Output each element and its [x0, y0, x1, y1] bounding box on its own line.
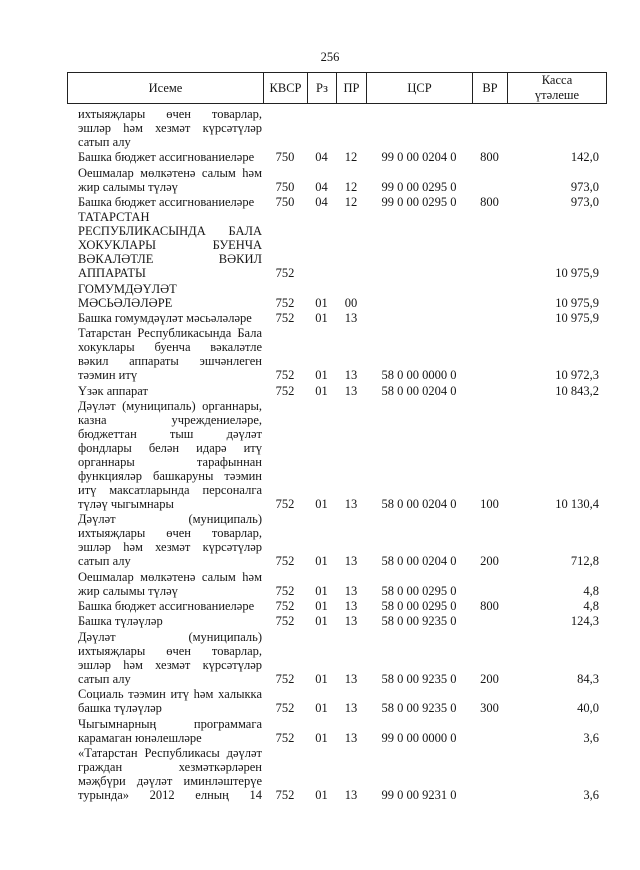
csr-cell: 58 0 00 0295 0 [381, 583, 457, 598]
kvsr-cell: 752 [275, 614, 295, 629]
row-name [67, 570, 263, 598]
row-name [67, 630, 263, 686]
row-name [67, 599, 263, 613]
row-name-line: Татарстан Республикасында Бала [78, 326, 262, 341]
kvsr-cell: 752 [275, 599, 295, 614]
csr-cell: 99 0 00 0000 0 [381, 730, 457, 745]
row-name [67, 107, 263, 149]
pr-cell: 12 [344, 150, 358, 165]
header-kassa [507, 72, 607, 104]
kvsr-cell: 752 [275, 497, 295, 512]
row-name-line: хокуклары буенча вәкаләтле [78, 340, 262, 355]
pr-cell: 13 [344, 701, 358, 716]
amount-cell: 4,8 [583, 583, 599, 598]
row-name [67, 399, 263, 511]
table-row [67, 717, 607, 745]
amount-cell: 10 843,2 [555, 383, 599, 398]
amount-cell: 10 972,3 [555, 368, 599, 383]
row-name-line: сатып алу [78, 554, 131, 569]
rz-cell: 01 [315, 701, 328, 716]
pr-cell: 13 [344, 583, 358, 598]
row-name-line: Дәүләт (муниципаль) органнары, [78, 399, 262, 414]
vr-cell: 200 [480, 671, 499, 686]
row-name-line: сатып алу [78, 671, 131, 686]
row-name-line: Дәүләт (муниципаль) [78, 512, 262, 527]
row-name-line: Башка бюджет ассигнованиеләре [78, 599, 255, 614]
rz-cell: 01 [315, 497, 328, 512]
row-name [67, 384, 263, 398]
row-name-line: органнары тарафыннан [78, 455, 262, 470]
rz-cell: 01 [315, 730, 328, 745]
kvsr-cell: 752 [275, 295, 295, 310]
csr-cell: 99 0 00 0295 0 [381, 195, 457, 210]
row-name [67, 746, 263, 802]
header-kassa-line: үтәлеше [534, 88, 580, 102]
header-csr: ЦСР [366, 72, 472, 104]
row-name-line: карамаган юнәлешләре [78, 730, 202, 745]
rz-cell: 01 [315, 295, 328, 310]
row-name-line: башка түләүләр [78, 701, 162, 716]
row-name-line: Башка гомумдәүләт мәсьәләләре [78, 311, 252, 326]
amount-cell: 124,3 [570, 614, 599, 629]
row-name-line: Оешмалар мөлкәтенә салым һәм [78, 165, 262, 180]
amount-cell: 84,3 [577, 671, 599, 686]
csr-cell: 99 0 00 0295 0 [381, 179, 457, 194]
pr-cell: 13 [344, 554, 358, 569]
pr-cell: 00 [344, 295, 358, 310]
kvsr-cell: 752 [275, 554, 295, 569]
pr-cell: 12 [344, 179, 358, 194]
row-name-line: РЕСПУБЛИКАСЫНДА БАЛА [78, 224, 262, 239]
row-name [67, 717, 263, 745]
table-row [67, 107, 607, 149]
row-name-line: эшләр һәм хезмәт күрсәтүләр [78, 540, 262, 555]
row-name-line: ГОМУМДӘҮЛӘТ [78, 281, 177, 296]
kvsr-cell: 750 [275, 179, 295, 194]
row-name-line: ТАТАРСТАН [78, 210, 150, 225]
vr-cell: 800 [480, 150, 499, 165]
row-name-line: жир салымы түләү [78, 179, 178, 194]
amount-cell: 973,0 [570, 195, 599, 210]
rz-cell: 01 [315, 383, 328, 398]
table-body [67, 107, 607, 802]
csr-cell: 58 0 00 0295 0 [381, 599, 457, 614]
row-name-line: казна учреждениеләре, [78, 413, 262, 428]
pr-cell: 13 [344, 368, 358, 383]
row-name-line: Оешмалар мөлкәтенә салым һәм [78, 569, 262, 584]
header-pr: ПР [336, 72, 366, 104]
kvsr-cell: 752 [275, 701, 295, 716]
row-name-line: АППАРАТЫ [78, 266, 146, 281]
row-name-line: граждан хезмәткәрләрен [78, 759, 262, 774]
table-row [67, 166, 607, 194]
csr-cell: 58 0 00 0204 0 [381, 383, 457, 398]
vr-cell: 800 [480, 195, 499, 210]
row-name-line: Дәүләт (муниципаль) [78, 629, 262, 644]
csr-cell: 99 0 00 9231 0 [381, 787, 457, 802]
header-kassa-line: Касса [541, 73, 573, 87]
row-name [67, 150, 263, 164]
row-name-line: вәкил аппараты эшчәнлеген [78, 354, 262, 369]
rz-cell: 04 [315, 195, 328, 210]
amount-cell: 10 975,9 [555, 266, 599, 281]
kvsr-cell: 752 [275, 311, 295, 326]
amount-cell: 973,0 [570, 179, 599, 194]
rz-cell: 01 [315, 787, 328, 802]
rz-cell: 01 [315, 368, 328, 383]
amount-cell: 10 975,9 [555, 311, 599, 326]
row-name-line: ихтыяҗлары өчен товарлар, [78, 107, 262, 121]
table-row [67, 746, 607, 802]
row-name [67, 282, 263, 310]
row-name [67, 614, 263, 628]
row-name [67, 210, 263, 280]
row-name-line: эшләр һәм хезмәт күрсәтүләр [78, 121, 262, 135]
amount-cell: 3,6 [583, 730, 599, 745]
amount-cell: 4,8 [583, 599, 599, 614]
amount-cell: 142,0 [570, 150, 599, 165]
csr-cell: 58 0 00 0204 0 [381, 554, 457, 569]
row-name-line: Башка түләүләр [78, 614, 163, 629]
table-row [67, 195, 607, 209]
row-name-line: Башка бюджет ассигнованиеләре [78, 150, 255, 165]
csr-cell: 58 0 00 9235 0 [381, 614, 457, 629]
row-name [67, 687, 263, 715]
row-name-line: Социаль тәэмин итү һәм халыкка [78, 687, 262, 702]
pr-cell: 13 [344, 730, 358, 745]
row-name-line: мәҗбүри дәүләт иминләштерүе [78, 773, 262, 788]
table-row [67, 210, 607, 280]
header-kvsr: КВСР [263, 72, 307, 104]
table-header [67, 72, 607, 104]
table-row [67, 599, 607, 613]
table-row [67, 384, 607, 398]
table-row [67, 630, 607, 686]
kvsr-cell: 750 [275, 195, 295, 210]
csr-cell: 58 0 00 0204 0 [381, 497, 457, 512]
kvsr-cell: 752 [275, 583, 295, 598]
table-row [67, 282, 607, 310]
row-name-line: түләү чыгымнары [78, 497, 174, 512]
table-row [67, 614, 607, 628]
amount-cell: 10 975,9 [555, 295, 599, 310]
amount-cell: 712,8 [570, 554, 599, 569]
row-name-line: турында» 2012 елның 14 [78, 787, 262, 802]
pr-cell: 13 [344, 671, 358, 686]
pr-cell: 12 [344, 195, 358, 210]
row-name-line: сатып алу [78, 135, 131, 149]
row-name [67, 195, 263, 209]
page-number: 256 [320, 50, 340, 64]
csr-cell: 58 0 00 9235 0 [381, 701, 457, 716]
csr-cell: 58 0 00 9235 0 [381, 671, 457, 686]
rz-cell: 01 [315, 554, 328, 569]
row-name [67, 326, 263, 382]
rz-cell: 01 [315, 599, 328, 614]
row-name-line: МӘСЬӘЛӘЛӘРЕ [78, 295, 173, 310]
header-rz: Рз [307, 72, 336, 104]
header-name: Исеме [67, 72, 263, 104]
row-name [67, 512, 263, 568]
vr-cell: 100 [480, 497, 499, 512]
rz-cell: 04 [315, 179, 328, 194]
kvsr-cell: 752 [275, 368, 295, 383]
table-row [67, 512, 607, 568]
csr-cell: 58 0 00 0000 0 [381, 368, 457, 383]
table-row [67, 687, 607, 715]
rz-cell: 04 [315, 150, 328, 165]
row-name-line: Үзәк аппарат [78, 383, 148, 398]
row-name-line: «Татарстан Республикасы дәүләт [78, 745, 262, 760]
kvsr-cell: 752 [275, 730, 295, 745]
row-name-line: Чыгымнарның программага [78, 716, 262, 731]
row-name-line: эшләр һәм хезмәт күрсәтүләр [78, 657, 262, 672]
pr-cell: 13 [344, 787, 358, 802]
table-row [67, 570, 607, 598]
table-row [67, 326, 607, 382]
row-name-line: ихтыяҗлары өчен товарлар, [78, 526, 262, 541]
rz-cell: 01 [315, 671, 328, 686]
pr-cell: 13 [344, 311, 358, 326]
table-row [67, 399, 607, 511]
row-name-line: итү максатларында персоналга [78, 483, 262, 498]
rz-cell: 01 [315, 311, 328, 326]
row-name-line: функцияләр башкаруны тәэмин [78, 469, 262, 484]
row-name [67, 311, 263, 325]
row-name-line: Башка бюджет ассигнованиеләре [78, 195, 255, 210]
pr-cell: 13 [344, 383, 358, 398]
kvsr-cell: 750 [275, 150, 295, 165]
kvsr-cell: 752 [275, 671, 295, 686]
vr-cell: 300 [480, 701, 499, 716]
row-name-line: жир салымы түләү [78, 583, 178, 598]
row-name [67, 166, 263, 194]
rz-cell: 01 [315, 614, 328, 629]
amount-cell: 10 130,4 [555, 497, 599, 512]
kvsr-cell: 752 [275, 787, 295, 802]
table-row [67, 311, 607, 325]
kvsr-cell: 752 [275, 266, 295, 281]
pr-cell: 13 [344, 497, 358, 512]
vr-cell: 200 [480, 554, 499, 569]
row-name-line: ВӘКАЛӘТЛЕ ВӘКИЛ [78, 252, 262, 267]
amount-cell: 40,0 [577, 701, 599, 716]
row-name-line: ихтыяҗлары өчен товарлар, [78, 643, 262, 658]
vr-cell: 800 [480, 599, 499, 614]
kvsr-cell: 752 [275, 383, 295, 398]
pr-cell: 13 [344, 599, 358, 614]
row-name-line: фондлары белән идарә итү [78, 441, 262, 456]
row-name-line: ХОКУКЛАРЫ БУЕНЧА [78, 238, 262, 253]
csr-cell: 99 0 00 0204 0 [381, 150, 457, 165]
row-name-line: тәэмин итү [78, 368, 138, 383]
header-vr: ВР [472, 72, 507, 104]
amount-cell: 3,6 [583, 787, 599, 802]
table-row [67, 150, 607, 164]
row-name-line: бюджеттан тыш дәүләт [78, 427, 262, 442]
rz-cell: 01 [315, 583, 328, 598]
pr-cell: 13 [344, 614, 358, 629]
